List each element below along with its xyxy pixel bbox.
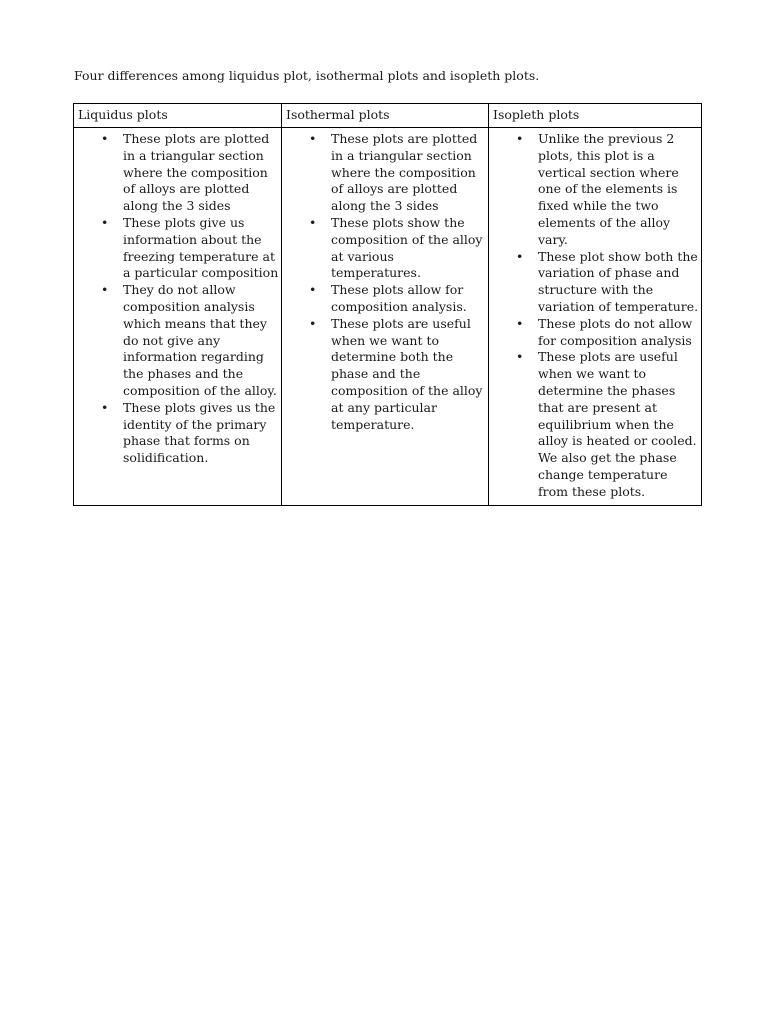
list-item: • These plots are useful when we want to determine both the phase and the composition of the alloy at any particular temperature. [282,316,486,434]
cell-liquidus-plots [74,128,282,506]
list-item: • These plots do not allow for composition analysis [489,316,699,350]
header-isopleth-plots: Isopleth plots [489,104,702,128]
list-item: • These plots are plotted in a triangular section where the composition of alloys are plotted along the 3 sides [74,131,279,215]
list-item: • These plots gives us the identity of the primary phase that forms on solidification. [74,400,279,467]
table-header-row [74,104,702,128]
intro-sentence: Four differences among liquidus plot, isothermal plots and isopleth plots. [74,68,540,83]
list-item: • These plots allow for composition analysis. [282,282,486,316]
liquidus-bullet-list [74,131,279,467]
isothermal-bullet-list [282,131,486,433]
table-row [74,128,702,506]
list-item: • These plot show both the variation of phase and structure with the variation of temperature. [489,249,699,316]
list-item: • They do not allow composition analysis which means that they do not give any information regarding the phases and the composition of the alloy. [74,282,279,400]
header-liquidus-plots: Liquidus plots [74,104,282,128]
comparison-table [73,103,702,506]
cell-isopleth-plots [489,128,702,506]
list-item: • These plots show the composition of the alloy at various temperatures. [282,215,486,282]
isopleth-bullet-list [489,131,699,501]
list-item: • These plots are plotted in a triangular section where the composition of alloys are plotted along the 3 sides [282,131,486,215]
header-isothermal-plots: Isothermal plots [282,104,489,128]
cell-isothermal-plots [282,128,489,506]
list-item: • Unlike the previous 2 plots, this plot is a vertical section where one of the elements is fixed while the two elements of the alloy vary. [489,131,699,249]
list-item: • These plots give us information about the freezing temperature at a particular composition [74,215,279,282]
list-item: • These plots are useful when we want to determine the phases that are present at equilibrium when the alloy is heated or cooled. We also get the phase change temperature from these plots. [489,349,699,500]
